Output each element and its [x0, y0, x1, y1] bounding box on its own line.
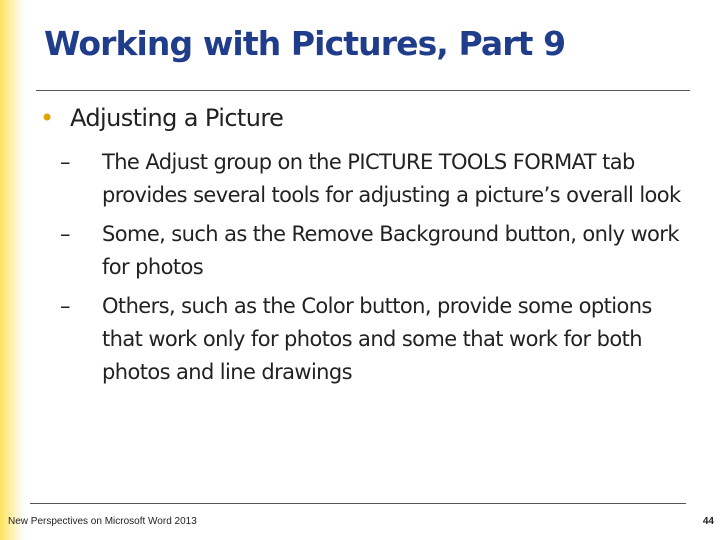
- sub-bullet-text: The Adjust group on the PICTURE TOOLS FORMAT tab provides several tools for adjusting a picture’s overall look: [102, 150, 681, 207]
- main-bullet-text: Adjusting a Picture: [70, 104, 284, 132]
- main-bullet: [40, 104, 283, 132]
- footer-divider: [30, 503, 686, 504]
- sub-bullet-item: [60, 218, 700, 284]
- page-number: 44: [702, 516, 714, 527]
- slide-title: Working with Pictures, Part 9: [44, 24, 566, 63]
- dash-icon: –: [60, 150, 70, 174]
- sub-bullet-item: [60, 290, 700, 389]
- sub-bullet-list: [60, 146, 700, 395]
- sub-bullet-text: Others, such as the Color button, provide some options that work only for photos and some that work for both photos and line drawings: [102, 294, 652, 384]
- sub-bullet-item: [60, 146, 700, 212]
- dash-icon: –: [60, 222, 70, 246]
- dash-icon: –: [60, 294, 70, 318]
- sub-bullet-text: Some, such as the Remove Background button, only work for photos: [102, 222, 679, 279]
- title-divider: [36, 90, 690, 91]
- footer-text: New Perspectives on Microsoft Word 2013: [8, 516, 197, 527]
- decorative-side-bar: [0, 0, 24, 540]
- bullet-dot-icon: •: [40, 104, 55, 132]
